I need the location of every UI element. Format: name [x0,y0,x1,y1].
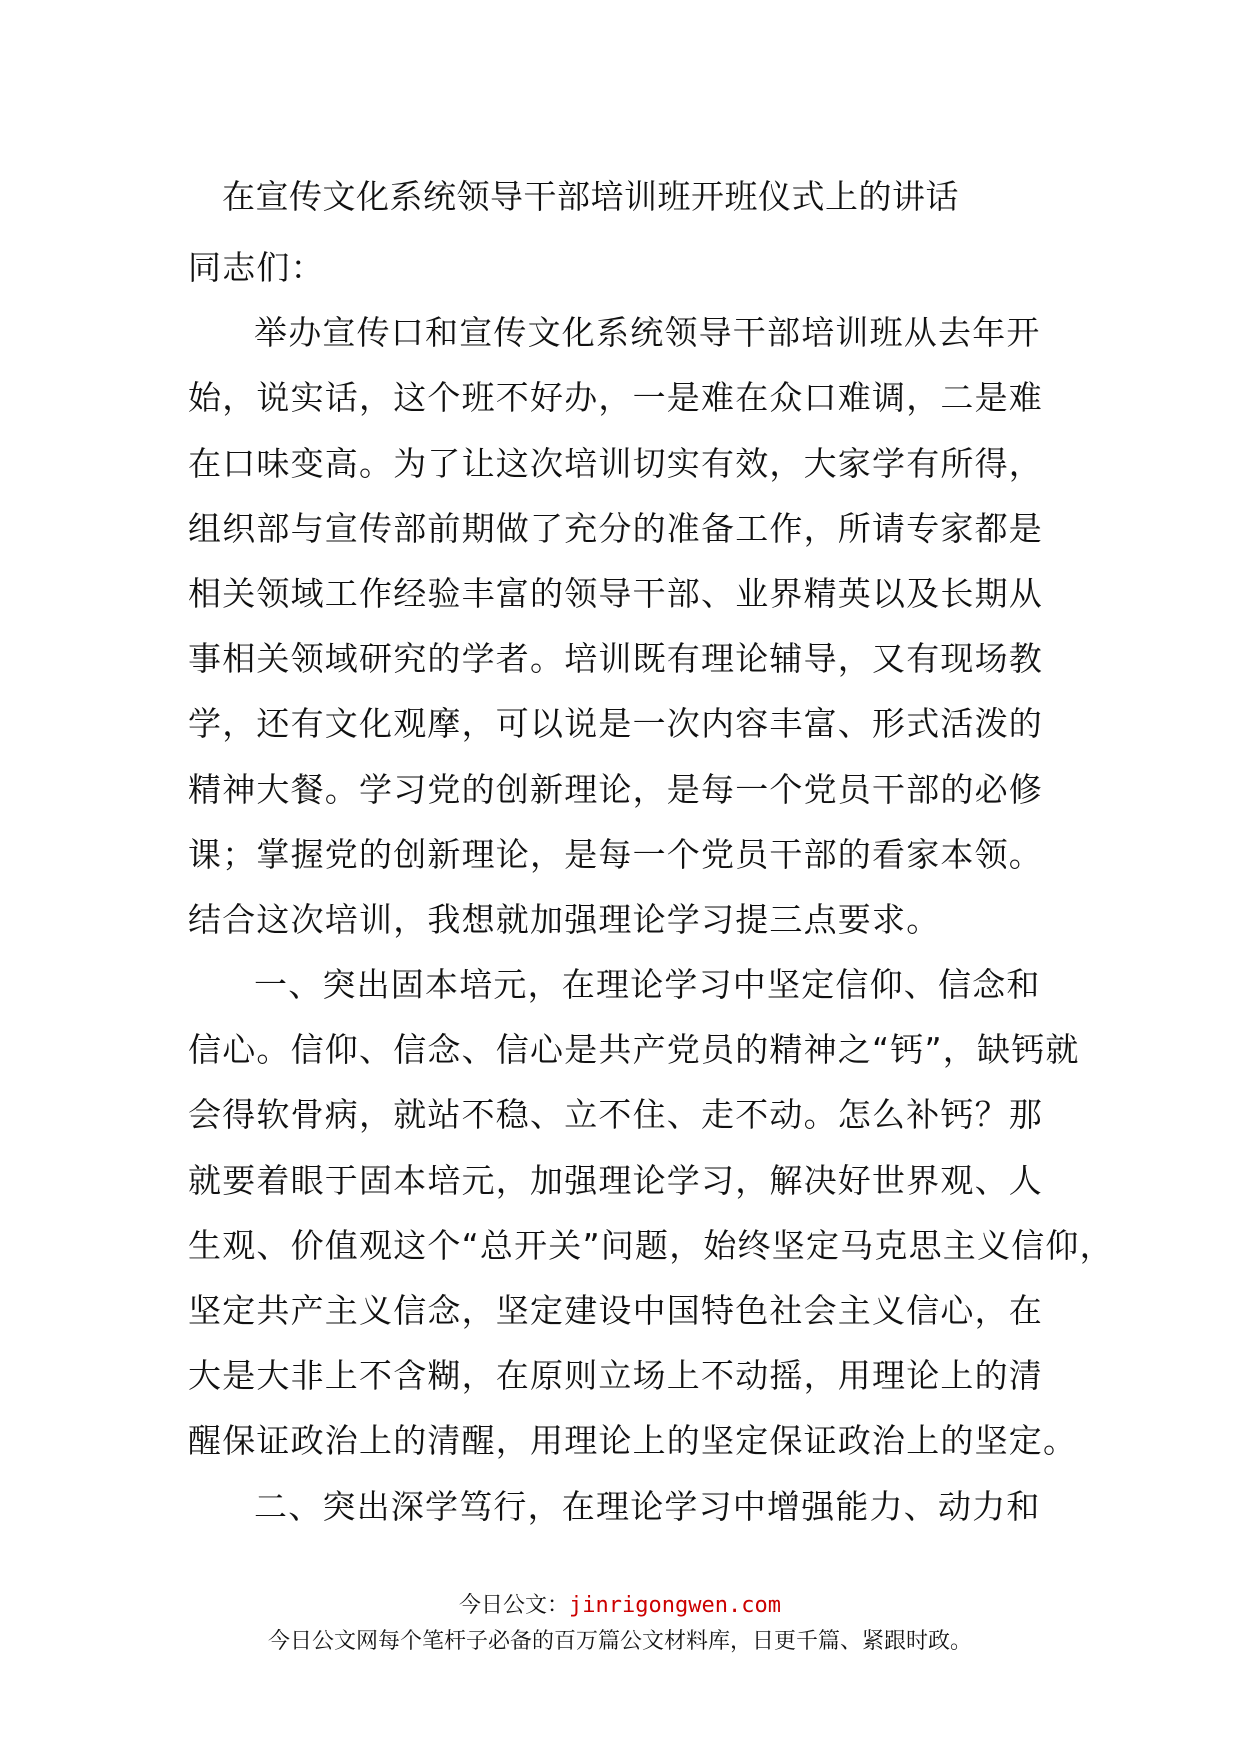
footer-site-url[interactable]: jinrigongwen.com [569,1593,781,1618]
body-line: 醒保证政治上的清醒，用理论上的坚定保证政治上的坚定。 [188,1421,1078,1461]
body-line: 二、突出深学笃行，在理论学习中增强能力、动力和 [254,1486,1041,1526]
body-line: 同志们： [188,248,325,287]
body-line: 坚定共产主义信念，坚定建设中国特色社会主义信心，在 [188,1291,1043,1330]
body-line: 课；掌握党的创新理论，是每一个党员干部的看家本领。 [188,834,1043,874]
body-line: 大是大非上不含糊，在原则立场上不动摇，用理论上的清 [188,1356,1043,1396]
body-line: 相关领域工作经验丰富的领导干部、业界精英以及长期从 [188,573,1043,613]
body-line: 就要着眼于固本培元，加强理论学习，解决好世界观、人 [188,1160,1043,1200]
body-line: 举办宣传口和宣传文化系统领导干部培训班从去年开 [254,313,1041,353]
document-title: 在宣传文化系统领导干部培训班开班仪式上的讲话 [222,177,959,216]
body-line: 结合这次培训，我想就加强理论学习提三点要求。 [188,899,941,939]
body-line: 一、突出固本培元，在理论学习中坚定信仰、信念和 [254,965,1041,1005]
body-line: 始，说实话，这个班不好办，一是难在众口难调，二是难 [188,378,1043,418]
document-body [188,235,1114,1539]
body-line: 学，还有文化观摩，可以说是一次内容丰富、形式活泼的 [188,704,1043,744]
footer-tagline: 今日公文网每个笔杆子必备的百万篇公文材料库，日更千篇、紧跟时政。 [267,1629,972,1654]
body-line: 组织部与宣传部前期做了充分的准备工作，所请专家都是 [188,508,1043,548]
footer-site-label: 今日公文： [459,1593,570,1618]
body-line: 信心。信仰、信念、信心是共产党员的精神之“钙”，缺钙就 [188,1030,1080,1070]
body-line: 事相关领域研究的学者。培训既有理论辅导，又有现场教 [188,639,1043,679]
body-line: 精神大餐。学习党的创新理论，是每一个党员干部的必修 [188,769,1043,809]
body-line: 会得软骨病，就站不稳、立不住、走不动。怎么补钙？那 [188,1095,1043,1135]
footer-site [0,1589,1240,1623]
body-line: 在口味变高。为了让这次培训切实有效，大家学有所得， [188,443,1043,483]
body-line: 生观、价值观这个“总开关”问题，始终坚定马克思主义信仰， [188,1225,1114,1265]
